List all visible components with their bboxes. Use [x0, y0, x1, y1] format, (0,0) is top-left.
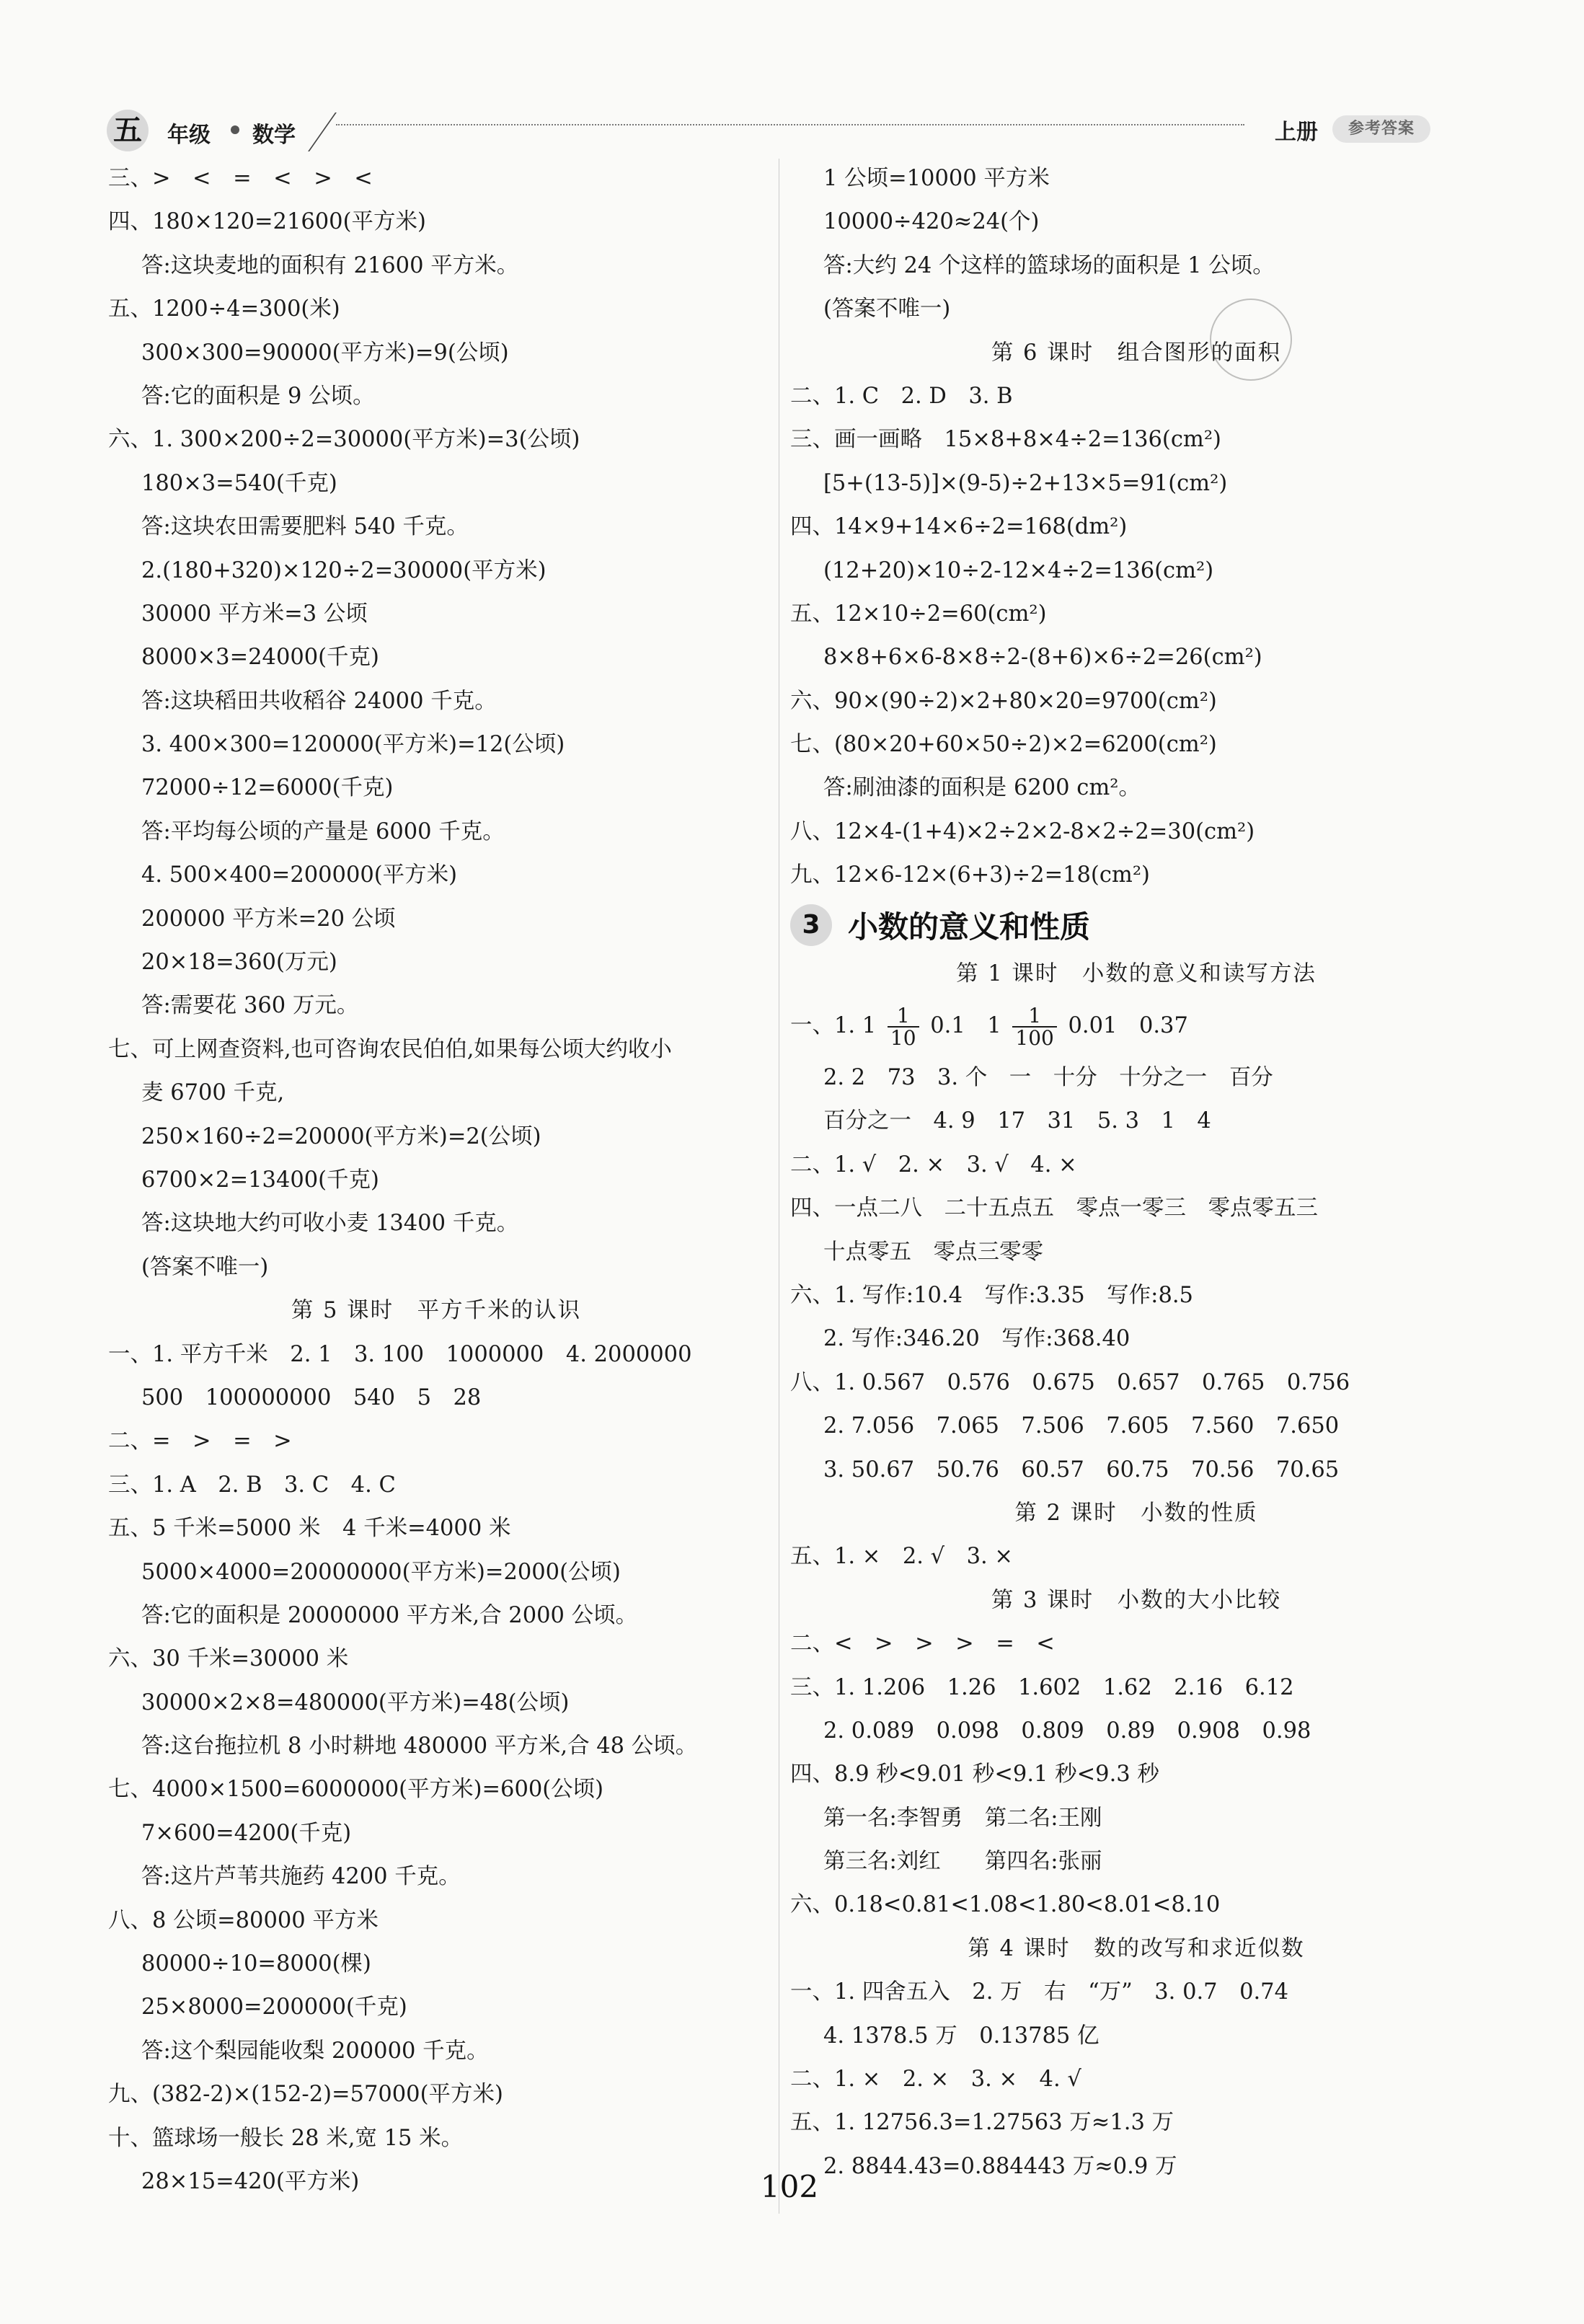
lesson-title: 第 5 课时 平方千米的认识: [291, 1298, 582, 1324]
answer-line: 2. 0.089 0.098 0.809 0.89 0.908 0.98: [823, 1718, 1311, 1744]
answer-line: 十点零五 零点三零零: [823, 1239, 1043, 1265]
answer-line: 三、1. A 2. B 3. C 4. C: [108, 1472, 396, 1498]
answer-line: (12+20)×10÷2-12×4÷2=136(cm²): [823, 557, 1214, 583]
answer-line: 答:这台拖拉机 8 小时耕地 480000 平方米,合 48 公顷。: [141, 1733, 698, 1759]
answer-line: 一、1. 四舍五入 2. 万 右 “万” 3. 0.7 0.74: [790, 1979, 1288, 2005]
answer-line: 五、12×10÷2=60(cm²): [790, 601, 1047, 627]
grade-label: 年级: [167, 123, 211, 148]
answer-line: 6700×2=13400(千克): [141, 1167, 379, 1193]
answer-line: 二、1. √ 2. × 3. √ 4. ×: [790, 1152, 1077, 1178]
answer-line: 2.(180+320)×120÷2=30000(平方米): [141, 557, 547, 583]
answer-line: 答:这块农田需要肥料 540 千克。: [141, 514, 469, 540]
answer-line: (答案不唯一): [823, 296, 951, 322]
answer-line: 三、1. 1.206 1.26 1.602 1.62 2.16 6.12: [790, 1674, 1294, 1700]
answer-line: 四、14×9+14×6÷2=168(dm²): [790, 514, 1128, 540]
answer-line: 答:平均每公顷的产量是 6000 千克。: [141, 818, 505, 844]
fraction-denominator: 10: [888, 1026, 919, 1048]
answer-line: 8×8+6×6-8×8÷2-(8+6)×6÷2=26(cm²): [823, 645, 1262, 671]
answer-line: 180×3=540(千克): [141, 470, 337, 496]
answer-line: 2. 写作:346.20 写作:368.40: [823, 1326, 1131, 1352]
lesson-title: 第 3 课时 小数的大小比较: [991, 1587, 1282, 1613]
answer-line: 5000×4000=20000000(平方米)=2000(公顷): [141, 1559, 621, 1585]
right-column: [790, 157, 1482, 2188]
answer-line: [5+(13-5)]×(9-5)÷2+13×5=91(cm²): [823, 470, 1228, 496]
answer-line: 九、12×6-12×(6+3)÷2=18(cm²): [790, 862, 1150, 888]
answer-line: 二、= > = >: [108, 1428, 292, 1454]
answer-line: 第三名:刘红 第四名:张丽: [823, 1849, 1102, 1875]
answer-line: 五、1200÷4=300(米): [108, 296, 340, 322]
answer-line: 2. 2 73 3. 个 一 十分 十分之一 百分: [823, 1065, 1273, 1091]
answer-line: 八、12×4-(1+4)×2÷2×2-8×2÷2=30(cm²): [790, 818, 1255, 844]
unit-number-badge: 3: [790, 904, 832, 946]
header-dotted-line: [336, 124, 1244, 125]
fraction-numerator: 1: [896, 1003, 910, 1028]
header-slash-decoration: [308, 112, 373, 151]
answer-line: 六、0.18<0.81<1.08<1.80<8.01<8.10: [790, 1892, 1221, 1918]
answer-line: 二、1. × 2. × 3. × 4. √: [790, 2067, 1081, 2093]
answer-line: 七、可上网查资料,也可咨询农民伯伯,如果每公顷大约收小: [108, 1036, 672, 1062]
answer-line: 八、1. 0.567 0.576 0.675 0.657 0.765 0.756: [790, 1369, 1350, 1395]
answer-line: 二、< > > > = <: [790, 1631, 1055, 1657]
subject-label: 数学: [252, 123, 296, 148]
answer-line: 七、4000×1500=6000000(平方米)=600(公顷): [108, 1777, 604, 1803]
answer-line: 3. 50.67 50.76 60.57 60.75 70.56 70.65: [823, 1457, 1340, 1483]
answer-text: 0.01 0.37: [1068, 1013, 1188, 1039]
answer-line: 五、1. 12756.3=1.27563 万≈1.3 万: [790, 2110, 1174, 2136]
lesson-title: 第 4 课时 数的改写和求近似数: [968, 1935, 1305, 1961]
answer-line: 八、8 公顷=80000 平方米: [108, 1907, 379, 1933]
answer-line: 28×15=420(平方米): [141, 2168, 360, 2194]
answer-line: 六、1. 300×200÷2=30000(平方米)=3(公顷): [108, 427, 580, 453]
answer-line: 第一名:李智勇 第二名:王刚: [823, 1805, 1102, 1831]
answer-line: 答:大约 24 个这样的篮球场的面积是 1 公顷。: [823, 252, 1275, 278]
answer-line: (答案不唯一): [141, 1254, 269, 1280]
unit-heading: [790, 898, 1482, 953]
answer-line: 答:刷油漆的面积是 6200 cm²。: [823, 775, 1141, 801]
term-label: 上册: [1275, 120, 1318, 145]
answer-line: 30000×2×8=480000(平方米)=48(公顷): [141, 1689, 570, 1715]
answer-text: 一、1. 1: [790, 1013, 877, 1039]
answer-line: 200000 平方米=20 公顷: [141, 906, 396, 932]
answer-line: 250×160÷2=20000(平方米)=2(公顷): [141, 1123, 541, 1149]
lesson-title: 第 1 课时 小数的意义和读写方法: [956, 960, 1317, 986]
answer-line: 4. 1378.5 万 0.13785 亿: [823, 2023, 1099, 2049]
answer-line: 80000÷10=8000(棵): [141, 1951, 371, 1977]
fraction-denominator: 100: [1012, 1026, 1056, 1048]
answer-line: 一、1. 平方千米 2. 1 3. 100 1000000 4. 2000000: [108, 1341, 692, 1367]
answer-line: 2. 8844.43=0.884443 万≈0.9 万: [823, 2153, 1177, 2179]
answer-line: 3. 400×300=120000(平方米)=12(公顷): [141, 732, 565, 758]
grade-badge: 五: [107, 110, 149, 151]
answer-line: 答:这块麦地的面积有 21600 平方米。: [141, 252, 519, 278]
answer-line: 答:它的面积是 9 公顷。: [141, 383, 375, 409]
answer-line: 五、5 千米=5000 米 4 千米=4000 米: [108, 1516, 511, 1542]
answer-line: 300×300=90000(平方米)=9(公顷): [141, 340, 509, 366]
answer-line: 30000 平方米=3 公顷: [141, 601, 368, 627]
answer-text: 0.1 1: [930, 1013, 1001, 1039]
answer-line: 1 公顷=10000 平方米: [823, 166, 1050, 191]
answer-line: 五、1. × 2. √ 3. ×: [790, 1544, 1013, 1570]
answer-line: 百分之一 4. 9 17 31 5. 3 1 4: [823, 1108, 1211, 1134]
answer-line: 三、画一画略 15×8+8×4÷2=136(cm²): [790, 427, 1221, 453]
unit-title: 小数的意义和性质: [848, 909, 1091, 945]
fraction: [888, 1005, 919, 1049]
answer-line: 十、篮球场一般长 28 米,宽 15 米。: [108, 2125, 464, 2151]
answer-line: 四、一点二八 二十五点五 零点一零三 零点零五三: [790, 1196, 1318, 1221]
left-column: [108, 157, 764, 2204]
answer-line: 答:这片芦苇共施药 4200 千克。: [141, 1864, 461, 1890]
answer-line: 答:这块地大约可收小麦 13400 千克。: [141, 1211, 519, 1237]
answer-line-with-fractions: [790, 996, 1482, 1056]
answer-line: 2. 7.056 7.065 7.506 7.605 7.560 7.650: [823, 1413, 1340, 1439]
answer-line: 500 100000000 540 5 28: [141, 1384, 482, 1410]
answer-line: 72000÷12=6000(千克): [141, 775, 394, 801]
separator-dot: [231, 125, 239, 134]
lesson-title: 第 2 课时 小数的性质: [1014, 1500, 1258, 1526]
answer-line: 六、1. 写作:10.4 写作:3.35 写作:8.5: [790, 1282, 1193, 1308]
answer-line: 25×8000=200000(千克): [141, 1994, 407, 2020]
answer-line: 六、30 千米=30000 米: [108, 1646, 349, 1672]
answer-line: 20×18=360(万元): [141, 950, 337, 976]
answer-line: 二、1. C 2. D 3. B: [790, 383, 1013, 409]
answer-line: 10000÷420≈24(个): [823, 209, 1040, 235]
lesson-title: 第 6 课时 组合图形的面积: [991, 340, 1282, 366]
answer-line: 答:这个梨园能收梨 200000 千克。: [141, 2038, 489, 2064]
fraction-numerator: 1: [1028, 1003, 1042, 1028]
answer-line: 7×600=4200(千克): [141, 1820, 352, 1846]
answer-line: 4. 500×400=200000(平方米): [141, 862, 458, 888]
answer-line: 答:需要花 360 万元。: [141, 993, 359, 1019]
answer-line: 七、(80×20+60×50÷2)×2=6200(cm²): [790, 732, 1217, 758]
answer-line: 麦 6700 千克,: [141, 1080, 285, 1106]
answer-line: 答:它的面积是 20000000 平方米,合 2000 公顷。: [141, 1602, 638, 1628]
fraction: [1012, 1005, 1056, 1049]
answer-key-badge: 参考答案: [1332, 115, 1430, 143]
answer-line: 三、> < = < > <: [108, 166, 373, 191]
answer-line: 答:这块稻田共收稻谷 24000 千克。: [141, 688, 497, 714]
answer-line: 8000×3=24000(千克): [141, 645, 379, 671]
answer-line: 四、8.9 秒<9.01 秒<9.1 秒<9.3 秒: [790, 1762, 1159, 1788]
page-number: 102: [760, 2169, 819, 2204]
page-header: [0, 0, 1584, 159]
answer-line: 六、90×(90÷2)×2+80×20=9700(cm²): [790, 688, 1217, 714]
answer-line: 九、(382-2)×(152-2)=57000(平方米): [108, 2082, 503, 2108]
answer-line: 四、180×120=21600(平方米): [108, 209, 426, 235]
